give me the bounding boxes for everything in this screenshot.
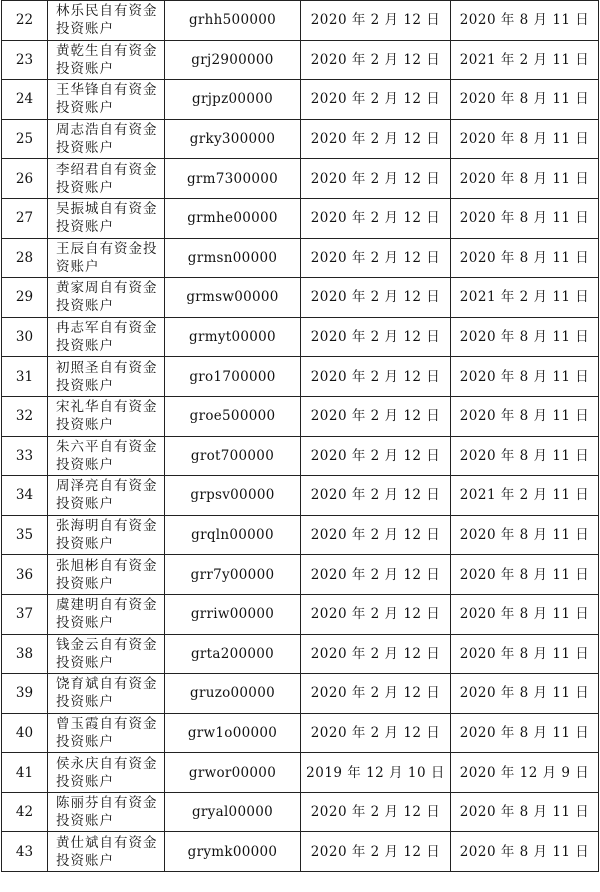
end-date: 2020 年 8 月 11 日 — [451, 317, 599, 357]
account-code: grta200000 — [165, 634, 301, 674]
account-name: 宋礼华自有资金投资账户 — [48, 396, 165, 436]
account-name: 朱六平自有资金投资账户 — [48, 436, 165, 476]
table-row — [2, 198, 599, 238]
end-date: 2020 年 8 月 11 日 — [451, 159, 599, 199]
account-name: 初照圣自有资金投资账户 — [48, 357, 165, 397]
table-row — [2, 396, 599, 436]
start-date: 2020 年 2 月 12 日 — [301, 674, 451, 714]
end-date: 2020 年 8 月 11 日 — [451, 198, 599, 238]
table-row — [2, 476, 599, 516]
account-name: 林乐民自有资金投资账户 — [48, 1, 165, 41]
start-date: 2019 年 12 月 10 日 — [301, 753, 451, 793]
table-row — [2, 80, 599, 120]
start-date: 2020 年 2 月 12 日 — [301, 80, 451, 120]
end-date: 2021 年 2 月 11 日 — [451, 476, 599, 516]
account-code: grmhe00000 — [165, 198, 301, 238]
row-number: 30 — [2, 317, 48, 357]
end-date: 2020 年 8 月 11 日 — [451, 674, 599, 714]
account-table — [1, 0, 599, 872]
account-code: grhh500000 — [165, 1, 301, 41]
end-date: 2020 年 8 月 11 日 — [451, 634, 599, 674]
table-row — [2, 436, 599, 476]
row-number: 22 — [2, 1, 48, 41]
account-name: 黄仕斌自有资金投资账户 — [48, 832, 165, 872]
account-code: groe500000 — [165, 396, 301, 436]
table-row — [2, 674, 599, 714]
start-date: 2020 年 2 月 12 日 — [301, 832, 451, 872]
account-code: grmyt00000 — [165, 317, 301, 357]
account-name: 侯永庆自有资金投资账户 — [48, 753, 165, 793]
row-number: 39 — [2, 674, 48, 714]
start-date: 2020 年 2 月 12 日 — [301, 40, 451, 80]
account-name: 张海明自有资金投资账户 — [48, 515, 165, 555]
end-date: 2020 年 8 月 11 日 — [451, 357, 599, 397]
row-number: 29 — [2, 278, 48, 318]
table-row — [2, 1, 599, 41]
start-date: 2020 年 2 月 12 日 — [301, 1, 451, 41]
table-row — [2, 40, 599, 80]
account-name: 冉志军自有资金投资账户 — [48, 317, 165, 357]
end-date: 2020 年 8 月 11 日 — [451, 594, 599, 634]
row-number: 23 — [2, 40, 48, 80]
row-number: 40 — [2, 713, 48, 753]
table-row — [2, 792, 599, 832]
table-row — [2, 713, 599, 753]
end-date: 2020 年 8 月 11 日 — [451, 119, 599, 159]
table-row — [2, 832, 599, 872]
account-name: 虞建明自有资金投资账户 — [48, 594, 165, 634]
table-row — [2, 238, 599, 278]
account-code: grriw00000 — [165, 594, 301, 634]
account-code: grky300000 — [165, 119, 301, 159]
account-name: 王辰自有资金投资账户 — [48, 238, 165, 278]
end-date: 2020 年 12 月 9 日 — [451, 753, 599, 793]
table-row — [2, 555, 599, 595]
row-number: 25 — [2, 119, 48, 159]
start-date: 2020 年 2 月 12 日 — [301, 317, 451, 357]
end-date: 2020 年 8 月 11 日 — [451, 792, 599, 832]
row-number: 37 — [2, 594, 48, 634]
end-date: 2020 年 8 月 11 日 — [451, 832, 599, 872]
start-date: 2020 年 2 月 12 日 — [301, 238, 451, 278]
start-date: 2020 年 2 月 12 日 — [301, 119, 451, 159]
start-date: 2020 年 2 月 12 日 — [301, 634, 451, 674]
account-name: 李绍君自有资金投资账户 — [48, 159, 165, 199]
row-number: 31 — [2, 357, 48, 397]
start-date: 2020 年 2 月 12 日 — [301, 792, 451, 832]
table-row — [2, 317, 599, 357]
account-code: gryal00000 — [165, 792, 301, 832]
end-date: 2020 年 8 月 11 日 — [451, 1, 599, 41]
start-date: 2020 年 2 月 12 日 — [301, 476, 451, 516]
account-code: grwor00000 — [165, 753, 301, 793]
row-number: 41 — [2, 753, 48, 793]
end-date: 2020 年 8 月 11 日 — [451, 713, 599, 753]
row-number: 28 — [2, 238, 48, 278]
end-date: 2020 年 8 月 11 日 — [451, 80, 599, 120]
start-date: 2020 年 2 月 12 日 — [301, 159, 451, 199]
account-code: grj2900000 — [165, 40, 301, 80]
table-row — [2, 119, 599, 159]
account-name: 曾玉霞自有资金投资账户 — [48, 713, 165, 753]
row-number: 38 — [2, 634, 48, 674]
account-name: 钱金云自有资金投资账户 — [48, 634, 165, 674]
row-number: 24 — [2, 80, 48, 120]
start-date: 2020 年 2 月 12 日 — [301, 396, 451, 436]
account-code: grmsw00000 — [165, 278, 301, 318]
row-number: 36 — [2, 555, 48, 595]
row-number: 42 — [2, 792, 48, 832]
table-row — [2, 278, 599, 318]
account-code: grjpz00000 — [165, 80, 301, 120]
start-date: 2020 年 2 月 12 日 — [301, 436, 451, 476]
account-code: grot700000 — [165, 436, 301, 476]
start-date: 2020 年 2 月 12 日 — [301, 594, 451, 634]
table-row — [2, 515, 599, 555]
account-code: grw1o00000 — [165, 713, 301, 753]
end-date: 2021 年 2 月 11 日 — [451, 40, 599, 80]
row-number: 43 — [2, 832, 48, 872]
end-date: 2020 年 8 月 11 日 — [451, 436, 599, 476]
start-date: 2020 年 2 月 12 日 — [301, 515, 451, 555]
end-date: 2021 年 2 月 11 日 — [451, 278, 599, 318]
account-code: grqln00000 — [165, 515, 301, 555]
start-date: 2020 年 2 月 12 日 — [301, 357, 451, 397]
start-date: 2020 年 2 月 12 日 — [301, 713, 451, 753]
account-code: grr7y00000 — [165, 555, 301, 595]
start-date: 2020 年 2 月 12 日 — [301, 198, 451, 238]
account-table-body — [2, 1, 599, 872]
row-number: 33 — [2, 436, 48, 476]
end-date: 2020 年 8 月 11 日 — [451, 555, 599, 595]
account-name: 饶育斌自有资金投资账户 — [48, 674, 165, 714]
table-row — [2, 357, 599, 397]
start-date: 2020 年 2 月 12 日 — [301, 278, 451, 318]
row-number: 26 — [2, 159, 48, 199]
account-name: 黄家周自有资金投资账户 — [48, 278, 165, 318]
account-code: grm7300000 — [165, 159, 301, 199]
table-row — [2, 159, 599, 199]
row-number: 34 — [2, 476, 48, 516]
end-date: 2020 年 8 月 11 日 — [451, 396, 599, 436]
account-code: grmsn00000 — [165, 238, 301, 278]
account-name: 黄乾生自有资金投资账户 — [48, 40, 165, 80]
row-number: 35 — [2, 515, 48, 555]
end-date: 2020 年 8 月 11 日 — [451, 515, 599, 555]
account-code: gruzo00000 — [165, 674, 301, 714]
row-number: 32 — [2, 396, 48, 436]
table-row — [2, 634, 599, 674]
account-name: 张旭彬自有资金投资账户 — [48, 555, 165, 595]
account-name: 王华锋自有资金投资账户 — [48, 80, 165, 120]
end-date: 2020 年 8 月 11 日 — [451, 238, 599, 278]
account-name: 周泽亮自有资金投资账户 — [48, 476, 165, 516]
start-date: 2020 年 2 月 12 日 — [301, 555, 451, 595]
account-code: grpsv00000 — [165, 476, 301, 516]
table-row — [2, 753, 599, 793]
account-name: 陈丽芬自有资金投资账户 — [48, 792, 165, 832]
account-name: 吴振城自有资金投资账户 — [48, 198, 165, 238]
account-code: gro1700000 — [165, 357, 301, 397]
account-code: grymk00000 — [165, 832, 301, 872]
account-name: 周志浩自有资金投资账户 — [48, 119, 165, 159]
table-row — [2, 594, 599, 634]
row-number: 27 — [2, 198, 48, 238]
